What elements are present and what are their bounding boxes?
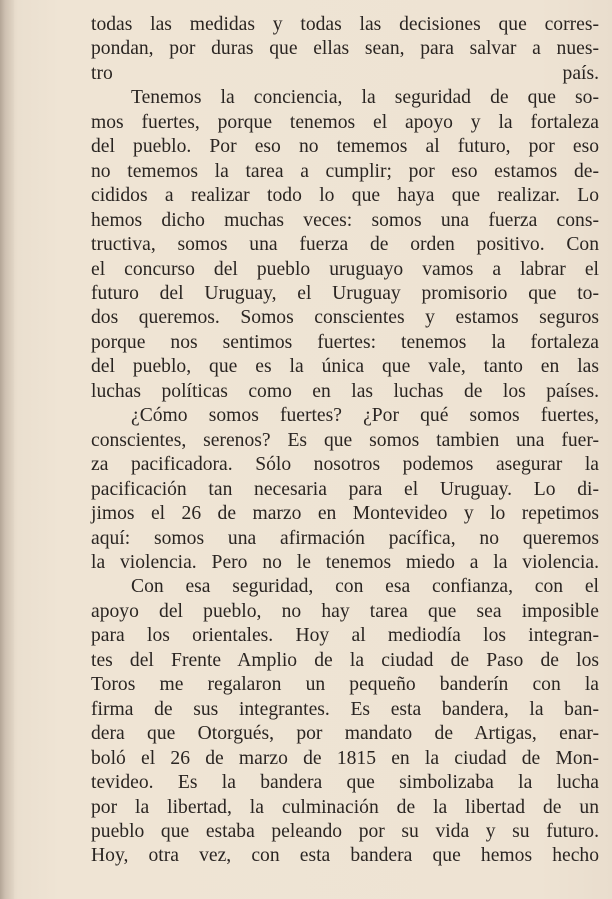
text-line: tes del Frente Amplio de la ciudad de Paso de los [91, 649, 599, 671]
text-line: za pacificadora. Sólo nosotros podemos asegurar la [91, 454, 599, 476]
text-line: conscientes, serenos? Es que somos tambien una fuer- [91, 429, 599, 451]
text-line: pueblo que estaba peleando por su vida y su futuro. [91, 820, 599, 842]
text-line: luchas políticas como en las luchas de los países. [91, 380, 599, 402]
text-line: Tenemos la conciencia, la seguridad de que so- [131, 87, 599, 109]
text-line: la violencia. Pero no le tenemos miedo a la violencia. [91, 551, 599, 573]
text-line: cididos a realizar todo lo que haya que realizar. Lo [91, 185, 599, 207]
paragraph [91, 13, 599, 86]
text-line: dera que Otorgués, por mandato de Artigas, enar- [91, 723, 599, 745]
text-line: dos queremos. Somos conscientes y estamos seguros [91, 307, 599, 329]
body-text [91, 13, 599, 869]
text-line: jimos el 26 de marzo en Montevideo y lo repetimos [91, 503, 599, 525]
paragraph [91, 404, 599, 575]
text-line: del pueblo. Por eso no tememos al futuro, por eso [91, 136, 599, 158]
paragraph [91, 575, 599, 868]
text-line: Con esa seguridad, con esa confianza, con el [131, 576, 599, 598]
text-line: el concurso del pueblo uruguayo vamos a labrar el [91, 258, 599, 280]
text-line: porque nos sentimos fuertes: tenemos la fortaleza [91, 331, 599, 353]
text-line: tro país. [91, 62, 599, 84]
text-line: Toros me regalaron un pequeño banderín con la [91, 674, 599, 696]
text-line: futuro del Uruguay, el Uruguay promisorio que to- [91, 282, 599, 304]
text-line: tructiva, somos una fuerza de orden positivo. Con [91, 234, 599, 256]
text-line: apoyo del pueblo, no hay tarea que sea imposible [91, 600, 599, 622]
text-line: aquí: somos una afirmación pacífica, no queremos [91, 527, 599, 549]
text-line: no tememos la tarea a cumplir; por eso estamos de- [91, 160, 599, 182]
text-line: todas las medidas y todas las decisiones que corres- [91, 14, 599, 35]
page-binding-edge [0, 0, 14, 899]
text-line: ¿Cómo somos fuertes? ¿Por qué somos fuertes, [131, 405, 599, 427]
text-line: pondan, por duras que ellas sean, para salvar a nues- [91, 38, 599, 60]
text-line: mos fuertes, porque tenemos el apoyo y la fortaleza [91, 111, 599, 133]
text-line: Hoy, otra vez, con esta bandera que hemos hecho [91, 845, 599, 867]
text-line: del pueblo, que es la única que vale, tanto en las [91, 356, 599, 378]
text-line: boló el 26 de marzo de 1815 en la ciudad de Mon- [91, 747, 599, 769]
text-line: hemos dicho muchas veces: somos una fuerza cons- [91, 209, 599, 231]
text-line: firma de sus integrantes. Es esta bandera, la ban- [91, 698, 599, 720]
text-line: para los orientales. Hoy al mediodía los integran- [91, 625, 599, 647]
text-line: pacificación tan necesaria para el Uruguay. Lo di- [91, 478, 599, 500]
text-line: tevideo. Es la bandera que simbolizaba la lucha [91, 772, 599, 794]
paragraph [91, 86, 599, 404]
text-line: por la libertad, la culminación de la libertad de un [91, 796, 599, 818]
